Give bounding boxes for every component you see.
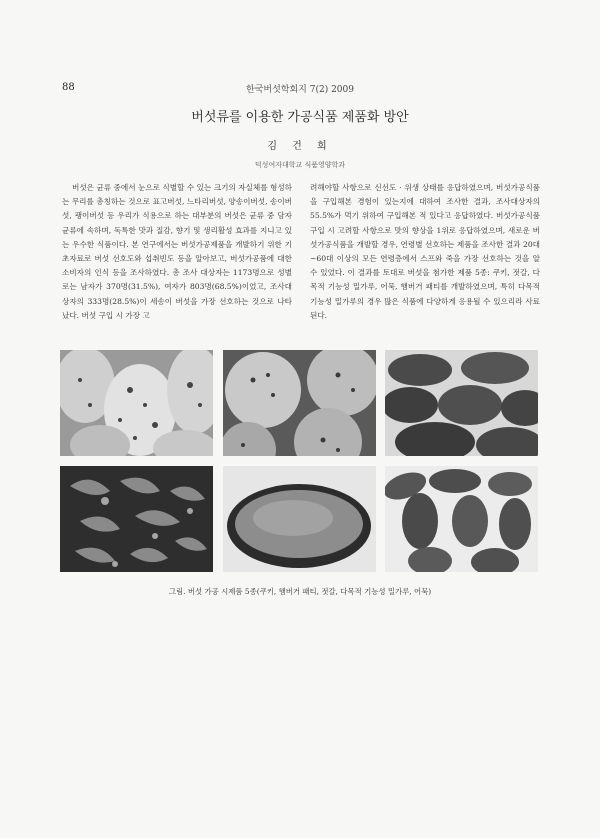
author-name: 김 건 희 — [267, 141, 333, 152]
product-photo-grid — [60, 350, 540, 572]
author-affiliation: 덕성여자대학교 식품영양학과 — [254, 161, 346, 169]
journal-header: 한국버섯학회지 7(2) 2009 — [246, 85, 354, 95]
body-right-column — [310, 181, 540, 323]
photo-cookies — [223, 350, 376, 456]
photo-hamburger-patty — [385, 350, 538, 456]
page-number: 88 — [62, 82, 75, 93]
body-paragraph: 버섯은 균류 중에서 눈으로 식별할 수 있는 크기의 자실체를 형성하는 무리를 총칭하는 것으로 표고버섯, 느타리버섯, 양송이버섯, 송이버섯, 팽이버섯 등 우리가 식용으로 하는 대부분의 버섯은 균류 중 담자균류에 속하며, 독특한 맛과 질감, 향기 및 생리활성 효과를 지니고 있는 우수한 식품이다. 본 연구에서는 버섯가공제품을 개발하기 위한 기초자료로 버섯 선호도와 섭취빈도 등을 알아보고, 버섯가공품에 대한 소비자의 인식 등을 조사하였다. 총 조사 대상자는 1173명으로 성별로는 남자가 370명(31.5%), 여자가 803명(68.5%)이었고, 조사대상자의 333명(28.5%)이 세송이 버섯을 가장 선호하는 것으로 나타났다. 버섯 구입 시 가장 고 — [62, 183, 292, 320]
photo-jeotgal — [60, 466, 213, 572]
photo-eomuk — [385, 466, 538, 572]
body-left-column — [62, 181, 292, 323]
article-title: 버섯류를 이용한 가공식품 제품화 방안 — [191, 110, 409, 125]
body-paragraph: 려해야할 사항으로 신선도 · 위생 상태를 응답하였으며, 버섯가공식품을 구입해본 경험이 있는지에 대하여 조사한 결과, 조사대상자의 55.5%가 먹기 위하여 구입해본 적 있다고 응답하였다. 버섯가공식품 구입 시 고려할 사항으로 맛의 향상을 1위로 응답하였으며, 새로운 버섯가공식품을 개발할 경우, 연령별 선호하는 제품을 조사한 결과 20대~60대 이상의 모든 연령층에서 스프와 죽을 가장 선호하는 것을 알 수 있었다. 이 결과를 토대로 버섯을 첨가한 제품 5종: 쿠키, 젓갈, 다목적 기능성 밀가루, 어묵, 햄버거 패티를 개발하였으며, 특히 다목적 기능성 밀가루의 경우 많은 식품에 다양하게 응용될 수 있으리라 사료된다. — [310, 183, 540, 320]
photo-functional-flour — [223, 466, 376, 572]
figure-caption: 그림. 버섯 가공 시제품 5종(쿠키, 햄버거 패티, 젓갈, 다목적 기능성 밀가루, 어묵) — [168, 587, 432, 596]
photo-fish-cake — [60, 350, 213, 456]
